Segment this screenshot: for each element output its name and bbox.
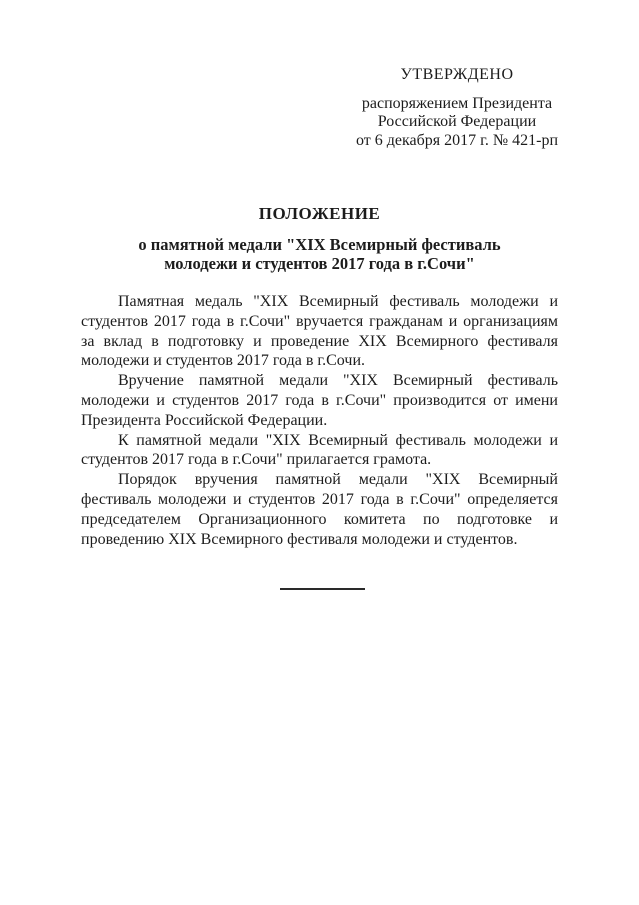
paragraph-3: К памятной медали "XIX Всемирный фестиваль молодежи и студентов 2017 года в г.Сочи" прилагается грамота. [81,431,558,469]
document-subtitle-line-2: молодежи и студентов 2017 года в г.Сочи" [164,253,475,273]
paragraph-1: Памятная медаль "XIX Всемирный фестиваль молодежи и студентов 2017 года в г.Сочи" вручается гражданам и организациям за вклад в подготовку и проведение XIX Всемирного фестиваля молодежи и студентов 2017 года в г.Сочи. [81,293,558,370]
paragraph-4: Порядок вручения памятной медали "XIX Всемирный фестиваль молодежи и студентов 2017 года в г.Сочи" определяется председателем Организационного комитета по подготовке и проведению XIX Всемирного фестиваля молодежи и студентов. [81,471,558,548]
document-subtitle [0,236,639,273]
end-separator-line [280,588,365,590]
document-body [81,292,558,549]
approval-date-number: от 6 декабря 2017 г. № 421-рп [355,131,559,149]
paragraph-2: Вручение памятной медали "XIX Всемирный фестиваль молодежи и студентов 2017 года в г.Сочи" производится от имени Президента Российской Федерации. [81,372,558,429]
approval-authority-line-2: Российской Федерации [377,113,537,130]
approval-authority-line-1: распоряжением Президента [361,94,553,112]
approval-stamp: УТВЕРЖДЕНО [400,66,514,83]
document-title: ПОЛОЖЕНИЕ [258,204,381,223]
document-subtitle-line-1: о памятной медали "XIX Всемирный фестиваль [138,235,501,254]
title-block [0,204,639,273]
approval-block [341,66,573,150]
